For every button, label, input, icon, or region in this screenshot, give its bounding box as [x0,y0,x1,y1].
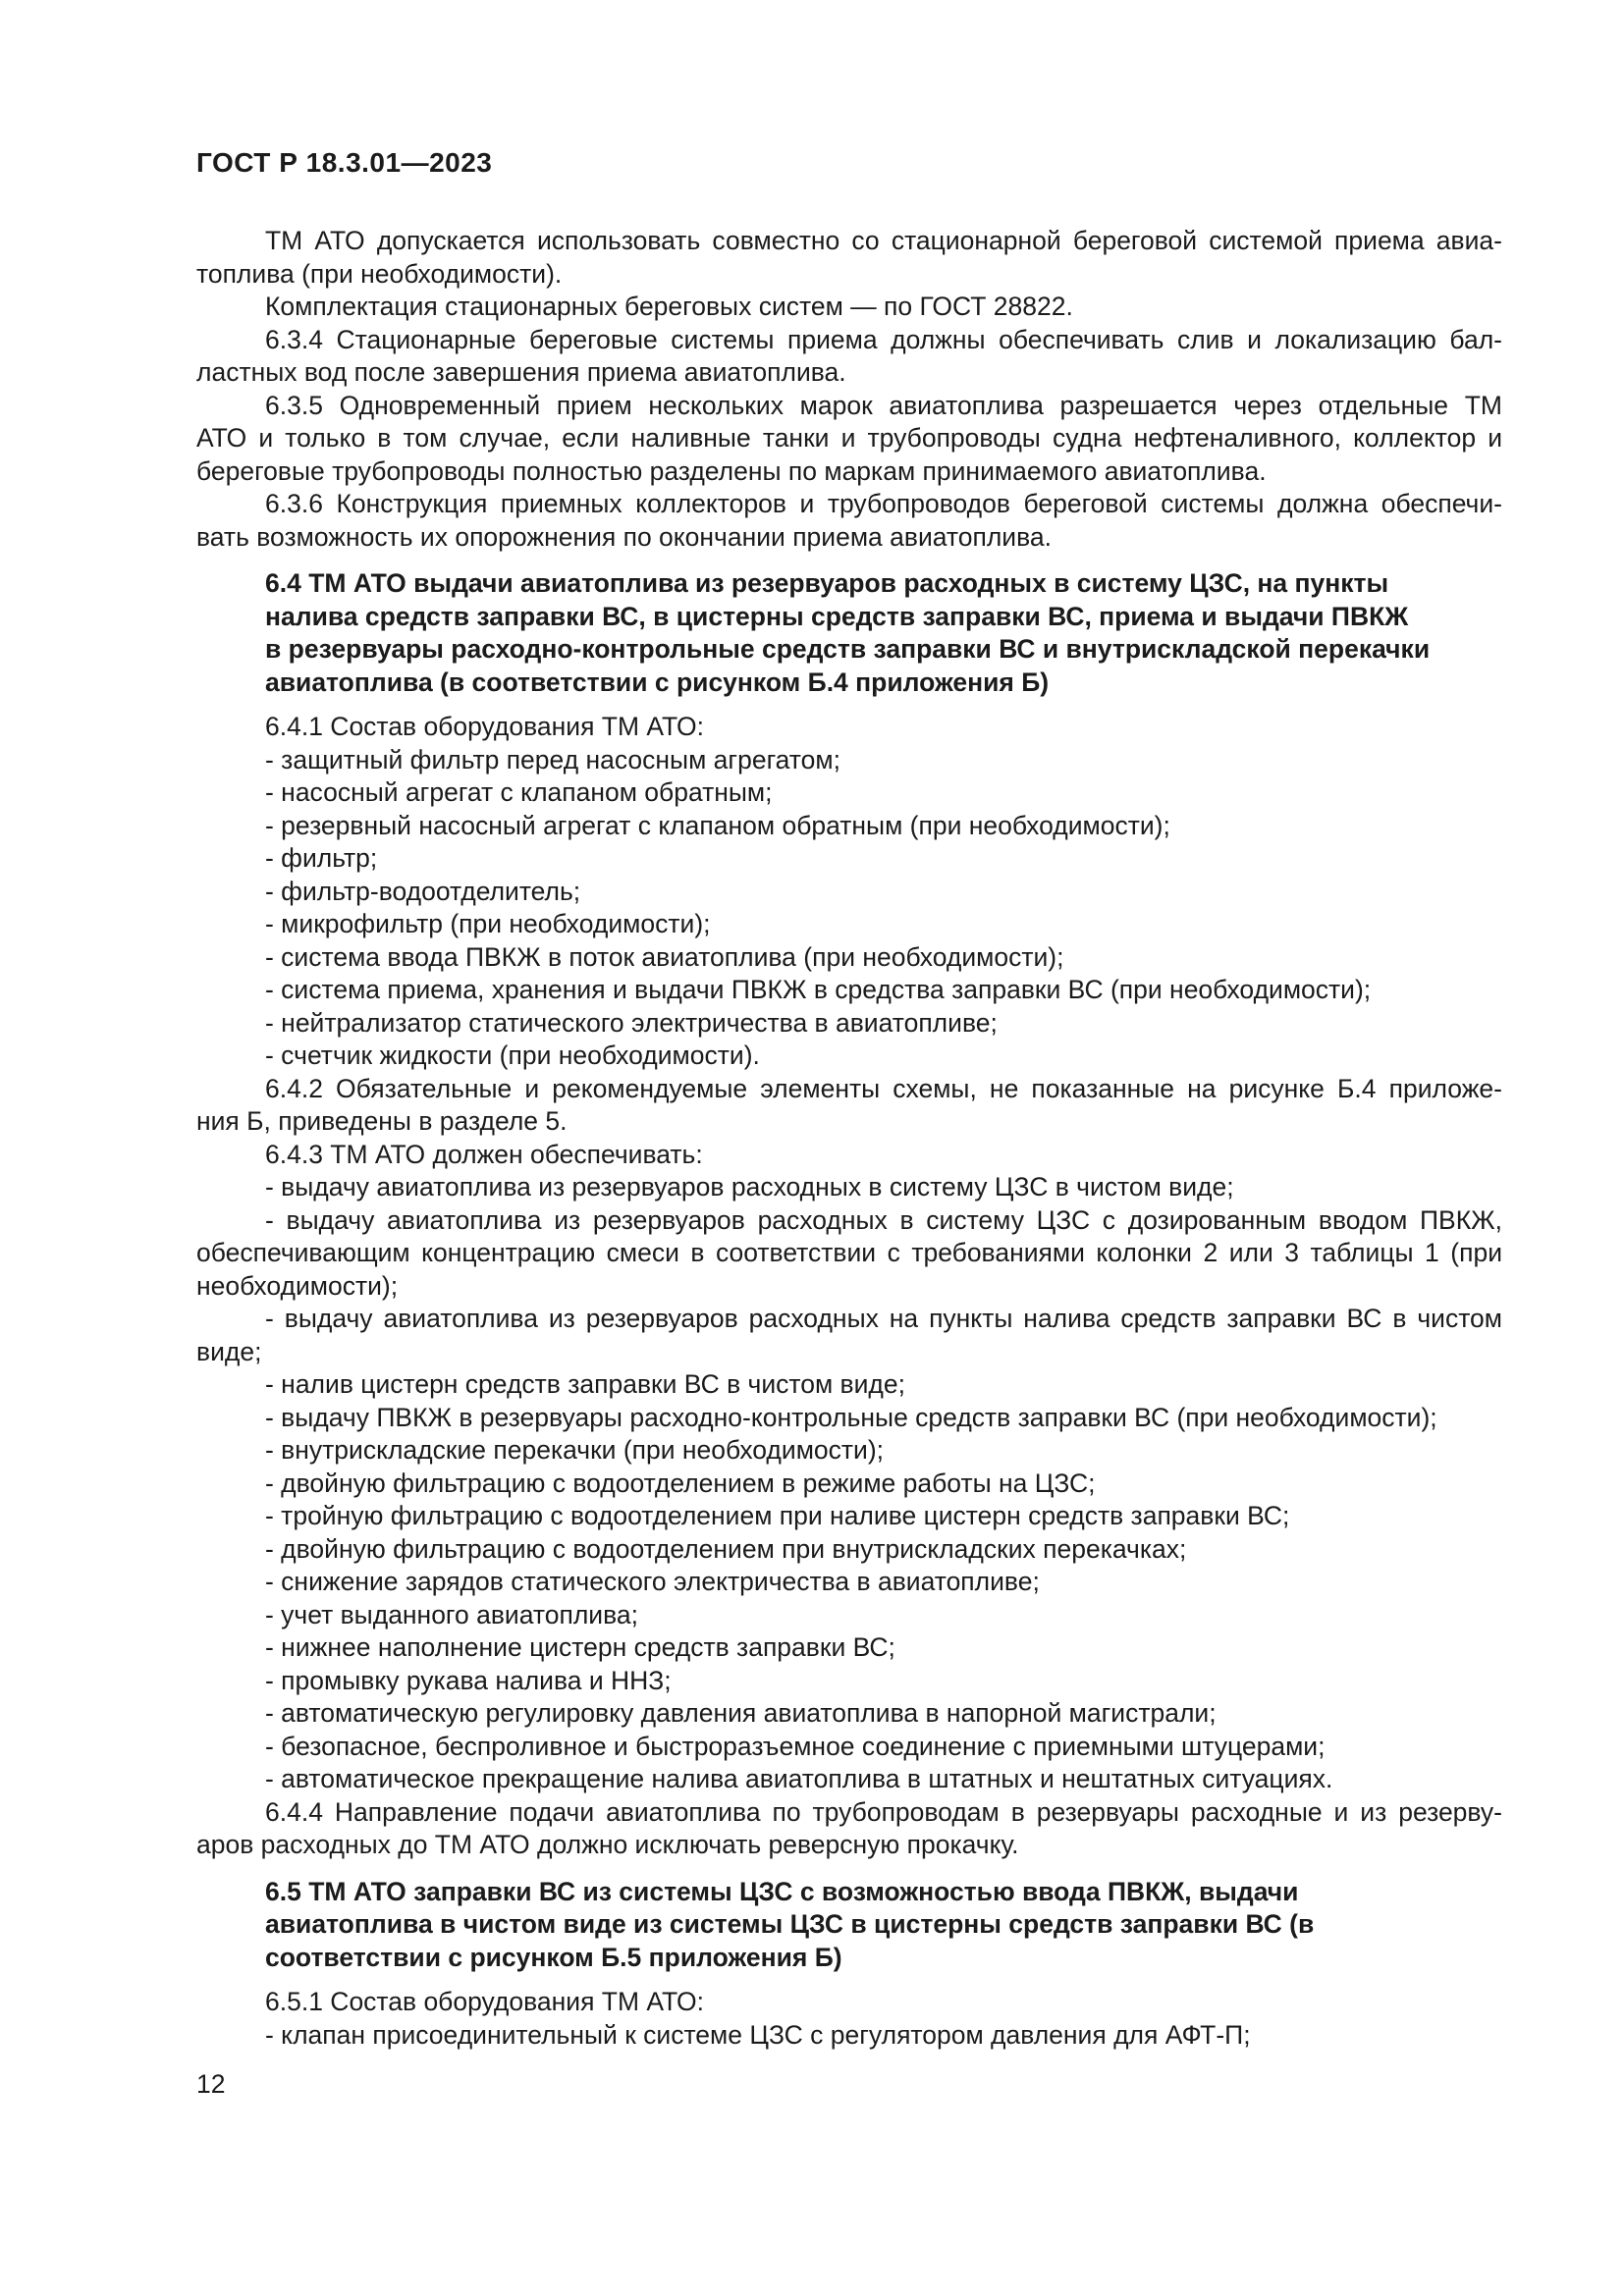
text-line: - защитный фильтр перед насосным агрегатом; [265,744,840,774]
paragraph [196,1566,1502,1599]
text-line: - автоматическую регулировку давления авиатоплива в напорной магистрали; [265,1698,1217,1728]
section-heading [265,1876,1502,1975]
paragraph [196,1697,1502,1731]
paragraph [196,744,1502,777]
paragraph [196,1763,1502,1796]
text-line: - нижнее наполнение цистерн средств заправки ВС; [265,1632,895,1662]
paragraph [196,488,1502,554]
text-line: соответствии с рисунком Б.5 приложения Б) [265,1942,842,1972]
text-line: 6.4.1 Состав оборудования ТМ АТО: [265,712,704,741]
paragraph [196,1665,1502,1698]
paragraph [196,876,1502,909]
paragraph [196,711,1502,744]
text-line: - микрофильтр (при необходимости); [265,909,711,938]
paragraph [196,810,1502,843]
text-line: - учет выданного авиатоплива; [265,1599,638,1629]
text-line: налива средств заправки ВС, в цистерны средств заправки ВС, приема и выдачи ПВКЖ [265,601,1409,631]
text-line: виде; [196,1336,262,1366]
paragraph [196,1139,1502,1172]
text-line: - выдачу авиатоплива из резервуаров расходных в систему ЦЗС с дозированным вводом ПВКЖ, [265,1204,1502,1235]
text-line: 6.4.2 Обязательные и рекомендуемые элементы схемы, не показанные на рисунке Б.4 приложе- [265,1073,1502,1103]
text-line: Комплектация стационарных береговых систем — по ГОСТ 28822. [265,292,1073,321]
paragraph [196,1468,1502,1501]
paragraph [196,324,1502,390]
paragraph [196,908,1502,941]
text-line: обеспечивающим концентрацию смеси в соответствии с требованиями колонки 2 или 3 таблицы 1 (при [196,1238,1502,1267]
text-line: - тройную фильтрацию с водоотделением при наливе цистерн средств заправки ВС; [265,1501,1290,1530]
text-line: вать возможность их опорожнения по окончании приема авиатоплива. [196,521,1052,552]
running-header: ГОСТ Р 18.3.01—2023 [196,147,493,178]
paragraph [196,291,1502,324]
paragraph [196,1796,1502,1862]
page-number: 12 [196,2069,226,2099]
paragraph [196,1007,1502,1041]
paragraph [196,2019,1502,2053]
text-line: топлива (при необходимости). [196,258,563,289]
paragraph [196,842,1502,876]
text-line: необходимости); [196,1270,399,1301]
text-line: 6.4.4 Направление подачи авиатоплива по трубопроводам в резервуары расходные и из резерву- [265,1796,1502,1827]
text-line: авиатоплива (в соответствии с рисунком Б.4 приложения Б) [265,667,1050,697]
paragraph [196,776,1502,810]
paragraph [196,1986,1502,2019]
text-line: - выдачу авиатоплива из резервуаров расходных на пункты налива средств заправки ВС в чистом [265,1304,1502,1333]
text-line: авиатоплива в чистом виде из системы ЦЗС в цистерны средств заправки ВС (в [265,1909,1315,1939]
text-line: - система ввода ПВКЖ в поток авиатоплива (при необходимости); [265,941,1064,972]
text-line: 6.3.4 Стационарные береговые системы приема должны обеспечивать слив и локализацию бал- [265,324,1502,354]
text-line: 6.3.5 Одновременный прием нескольких марок авиатоплива разрешается через отдельные ТМ [265,390,1502,420]
paragraph [196,1368,1502,1402]
text-line: - насосный агрегат с клапаном обратным; [265,777,773,807]
text-line: - выдачу ПВКЖ в резервуары расходно-контрольные средств заправки ВС (при необходимости); [265,1402,1437,1432]
text-line: - двойную фильтрацию с водоотделением при внутрискладских перекачках; [265,1533,1187,1564]
text-line: - резервный насосный агрегат с клапаном обратным (при необходимости); [265,810,1170,840]
text-line: - фильтр; [265,843,378,873]
paragraph [196,974,1502,1007]
paragraph [196,1040,1502,1073]
paragraph [196,1402,1502,1435]
paragraph [196,1500,1502,1533]
section-heading [265,567,1502,699]
text-line: - промывку рукава налива и ННЗ; [265,1665,672,1695]
text-line: - фильтр-водоотделитель; [265,876,581,906]
text-line: - система приема, хранения и выдачи ПВКЖ в средства заправки ВС (при необходимости); [265,975,1372,1004]
paragraph [196,1171,1502,1204]
paragraph [196,941,1502,975]
text-line: - двойную фильтрацию с водоотделением в режиме работы на ЦЗС; [265,1468,1096,1498]
paragraph [196,1434,1502,1468]
text-line: - нейтрализатор статического электричества в авиатопливе; [265,1007,998,1038]
text-line: - внутрискладские перекачки (при необходимости); [265,1435,885,1465]
text-line: - налив цистерн средств заправки ВС в чистом виде; [265,1369,905,1399]
text-line: береговые трубопроводы полностью разделены по маркам принимаемого авиатоплива. [196,455,1267,486]
paragraph [196,1599,1502,1632]
paragraph [196,1303,1502,1368]
document-content [196,225,1502,2052]
text-line: 6.4.3 ТМ АТО должен обеспечивать: [265,1139,703,1169]
paragraph [196,1731,1502,1764]
paragraph [196,1631,1502,1665]
paragraph [196,1204,1502,1304]
paragraph [196,390,1502,489]
paragraph [196,1533,1502,1567]
text-line: 6.4 ТМ АТО выдачи авиатоплива из резервуаров расходных в систему ЦЗС, на пункты [265,568,1389,598]
text-line: - безопасное, беспроливное и быстроразъемное соединение с приемными штуцерами; [265,1731,1326,1761]
text-line: 6.5.1 Состав оборудования ТМ АТО: [265,1987,704,2016]
text-line: 6.3.6 Конструкция приемных коллекторов и трубопроводов береговой системы должна обеспечи- [265,489,1502,518]
text-line: АТО и только в том случае, если наливные танки и трубопроводы судна нефтеналивного, коллектор и [196,423,1502,453]
text-line: - автоматическое прекращение налива авиатоплива в штатных и нештатных ситуациях. [265,1764,1333,1793]
text-line: в резервуары расходно-контрольные средств заправки ВС и внутрискладской перекачки [265,634,1431,664]
paragraph [196,225,1502,291]
text-line: ния Б, приведены в разделе 5. [196,1106,568,1136]
text-line: - снижение зарядов статического электричества в авиатопливе; [265,1567,1040,1596]
paragraph [196,1073,1502,1139]
text-line: - счетчик жидкости (при необходимости). [265,1041,760,1070]
text-line: аров расходных до ТМ АТО должно исключать реверсную прокачку. [196,1830,1019,1859]
text-line: ТМ АТО допускается использовать совместно со стационарной береговой системой приема авиа- [265,226,1502,255]
text-line: - выдачу авиатоплива из резервуаров расходных в систему ЦЗС в чистом виде; [265,1172,1234,1201]
text-line: - клапан присоединительный к системе ЦЗС с регулятором давления для АФТ-П; [265,2019,1251,2050]
text-line: ластных вод после завершения приема авиатоплива. [196,357,846,387]
text-line: 6.5 ТМ АТО заправки ВС из системы ЦЗС с возможностью ввода ПВКЖ, выдачи [265,1876,1299,1906]
